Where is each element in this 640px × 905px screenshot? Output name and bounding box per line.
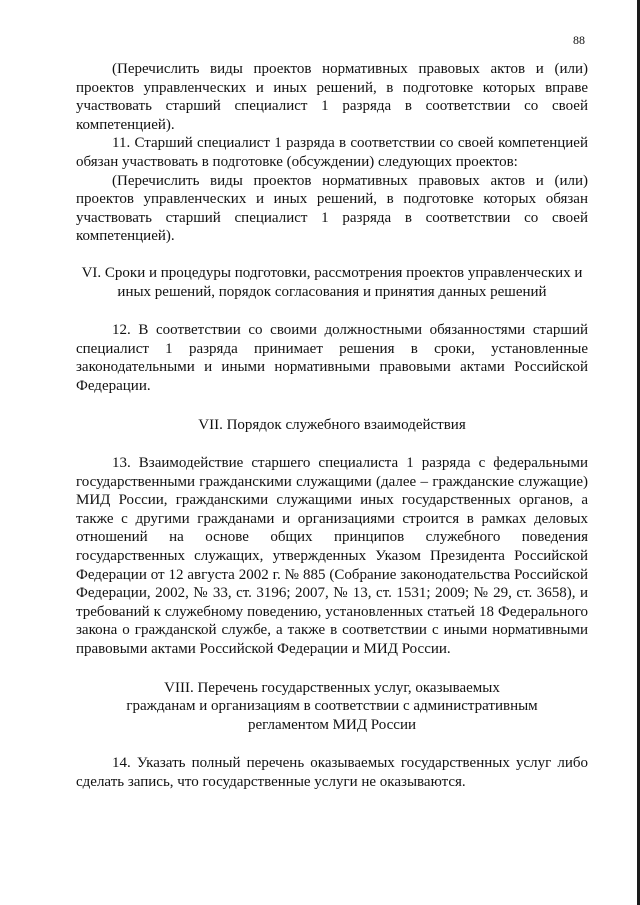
section-heading-viii <box>76 679 588 735</box>
document-body <box>76 60 588 792</box>
paragraph-13: 13. Взаимодействие старшего специалиста 1 разряда с федеральными государственными гражданскими служащими (далее – гражданские служащие) МИД России, гражданскими служащими иных государственных органов, а также с другими гражданами и организациями строится в рамках деловых отношений на основе общих принципов служебного поведения государственных служащих, утвержденных Указом Президента Российской Федерации от 12 августа 2002 г. № 885 (Собрание законодательства Российской Федерации, 2002, № 33, ст. 3196; 2007, № 13, ст. 1531; 2009; № 29, ст. 3658), и требований к служебному поведению, установленных статьей 18 Федерального закона о гражданской службе, а также в соответствии с иными нормативными правовыми актами Российской Федерации и МИД России. <box>76 455 588 658</box>
section-heading-viii-line-2: гражданам и организациям в соответствии с административным <box>126 698 538 715</box>
section-heading-viii-line-1: VIII. Перечень государственных услуг, оказываемых <box>164 679 500 696</box>
paragraph-11: 11. Старший специалист 1 разряда в соответствии со своей компетенцией обязан участвовать в подготовке (обсуждении) следующих проектов: <box>76 135 588 170</box>
paragraph-14: 14. Указать полный перечень оказываемых государственных услуг либо сделать запись, что государственные услуги не оказываются. <box>76 755 588 790</box>
section-heading-vi <box>76 264 588 301</box>
section-heading-vii: VII. Порядок служебного взаимодействия <box>198 416 466 433</box>
paragraph-10-list: (Перечислить виды проектов нормативных правовых актов и (или) проектов управленческих и иных решений, в подготовке которых вправе участвовать старший специалист 1 разряда в соответствии со своей компетенцией). <box>76 61 588 133</box>
section-heading-vi-line-1: VI. Сроки и процедуры подготовки, рассмотрения проектов управленческих и <box>81 264 583 281</box>
section-heading-viii-line-3: регламентом МИД России <box>247 716 417 733</box>
page-number: 88 <box>573 33 585 47</box>
paragraph-12: 12. В соответствии со своими должностными обязанностями старший специалист 1 разряда принимает решения в сроки, установленные законодательными и иными нормативными правовыми актами Российской Федерации. <box>76 322 588 394</box>
paragraph-11-list: (Перечислить виды проектов нормативных правовых актов и (или) проектов управленческих и иных решений, в подготовке которых обязан участвовать старший специалист 1 разряда в соответствии со своей компетенцией). <box>76 172 588 245</box>
section-heading-vi-line-2: иных решений, порядок согласования и принятия данных решений <box>117 283 547 300</box>
